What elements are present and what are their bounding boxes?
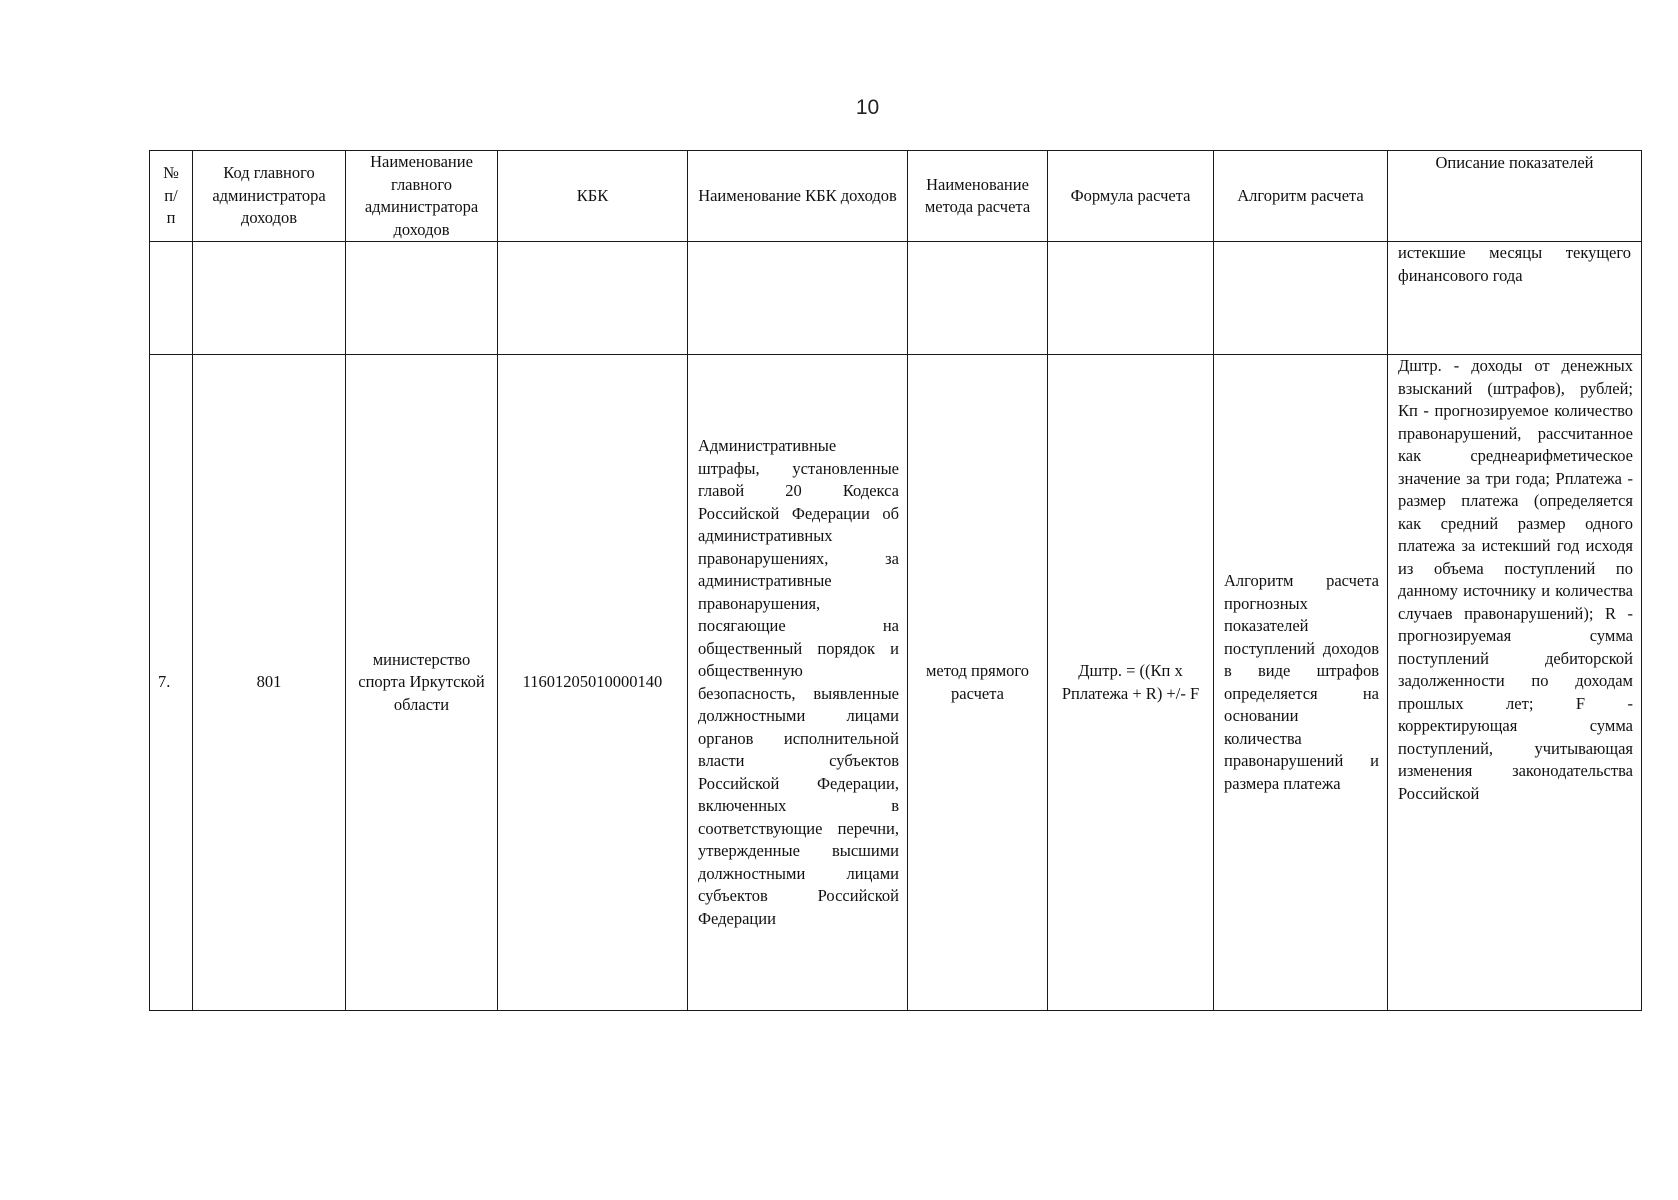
table-cell: [1214, 242, 1388, 355]
row-description: Дштр. - доходы от денежных взысканий (штрафов), рублей; Кп - прогнозируемое количество правонарушений, рассчитанное как среднеарифметическое значение за три года; Рплатежа - размер платежа (определяется как средний размер одного платежа за истекший год исходя из объема поступлений по данному источнику и количества случаев правонарушений); R - прогнозируемая сумма поступлений дебиторской задолженности по доходам прошлых лет; F - корректирующая сумма поступлений, учитывающая изменения законодательства Российской: [1388, 355, 1642, 1011]
continuation-description: истекшие месяцы текущего финансового года: [1388, 242, 1642, 355]
header-num: № п/п: [150, 151, 193, 242]
table-cell: [908, 242, 1048, 355]
row-admin-code: 801: [193, 355, 346, 1011]
revenue-forecast-table: [149, 150, 1642, 1011]
header-formula: Формула расчета: [1048, 151, 1214, 242]
header-algorithm: Алгоритм расчета: [1214, 151, 1388, 242]
header-kbk: КБК: [498, 151, 688, 242]
row-algorithm: Алгоритм расчета прогнозных показателей поступлений доходов в виде штрафов определяется на основании количества правонарушений и размера платежа: [1214, 355, 1388, 1011]
row-num: 7.: [150, 355, 193, 1011]
table-cell: [150, 242, 193, 355]
row-admin-name: министерство спорта Иркутской области: [346, 355, 498, 1011]
table-cell: [688, 242, 908, 355]
header-admin-name: Наименование главного администратора доходов: [346, 151, 498, 242]
table-cell: [193, 242, 346, 355]
row-kbk-name: Административные штрафы, установленные главой 20 Кодекса Российской Федерации об административных правонарушениях, за административные правонарушения, посягающие на общественный порядок и общественную безопасность, выявленные должностными лицами органов исполнительной власти субъектов Российской Федерации, включенных в соответствующие перечни, утвержденные высшими должностными лицами субъектов Российской Федерации: [688, 355, 908, 1011]
header-kbk-name: Наименование КБК доходов: [688, 151, 908, 242]
row-kbk: 11601205010000140: [498, 355, 688, 1011]
row-formula: Дштр. = ((Кп х Рплатежа + R) +/- F: [1048, 355, 1214, 1011]
header-admin-code: Код главного администратора доходов: [193, 151, 346, 242]
row-method: метод прямого расчета: [908, 355, 1048, 1011]
continuation-row: [150, 242, 1642, 355]
header-method: Наименование метода расчета: [908, 151, 1048, 242]
table-cell: [1048, 242, 1214, 355]
table-cell: [498, 242, 688, 355]
table-header-row: [150, 151, 1642, 242]
table-row: [150, 355, 1642, 1011]
page-number: 10: [855, 96, 880, 119]
header-description: Описание показателей: [1388, 151, 1642, 242]
table-cell: [346, 242, 498, 355]
